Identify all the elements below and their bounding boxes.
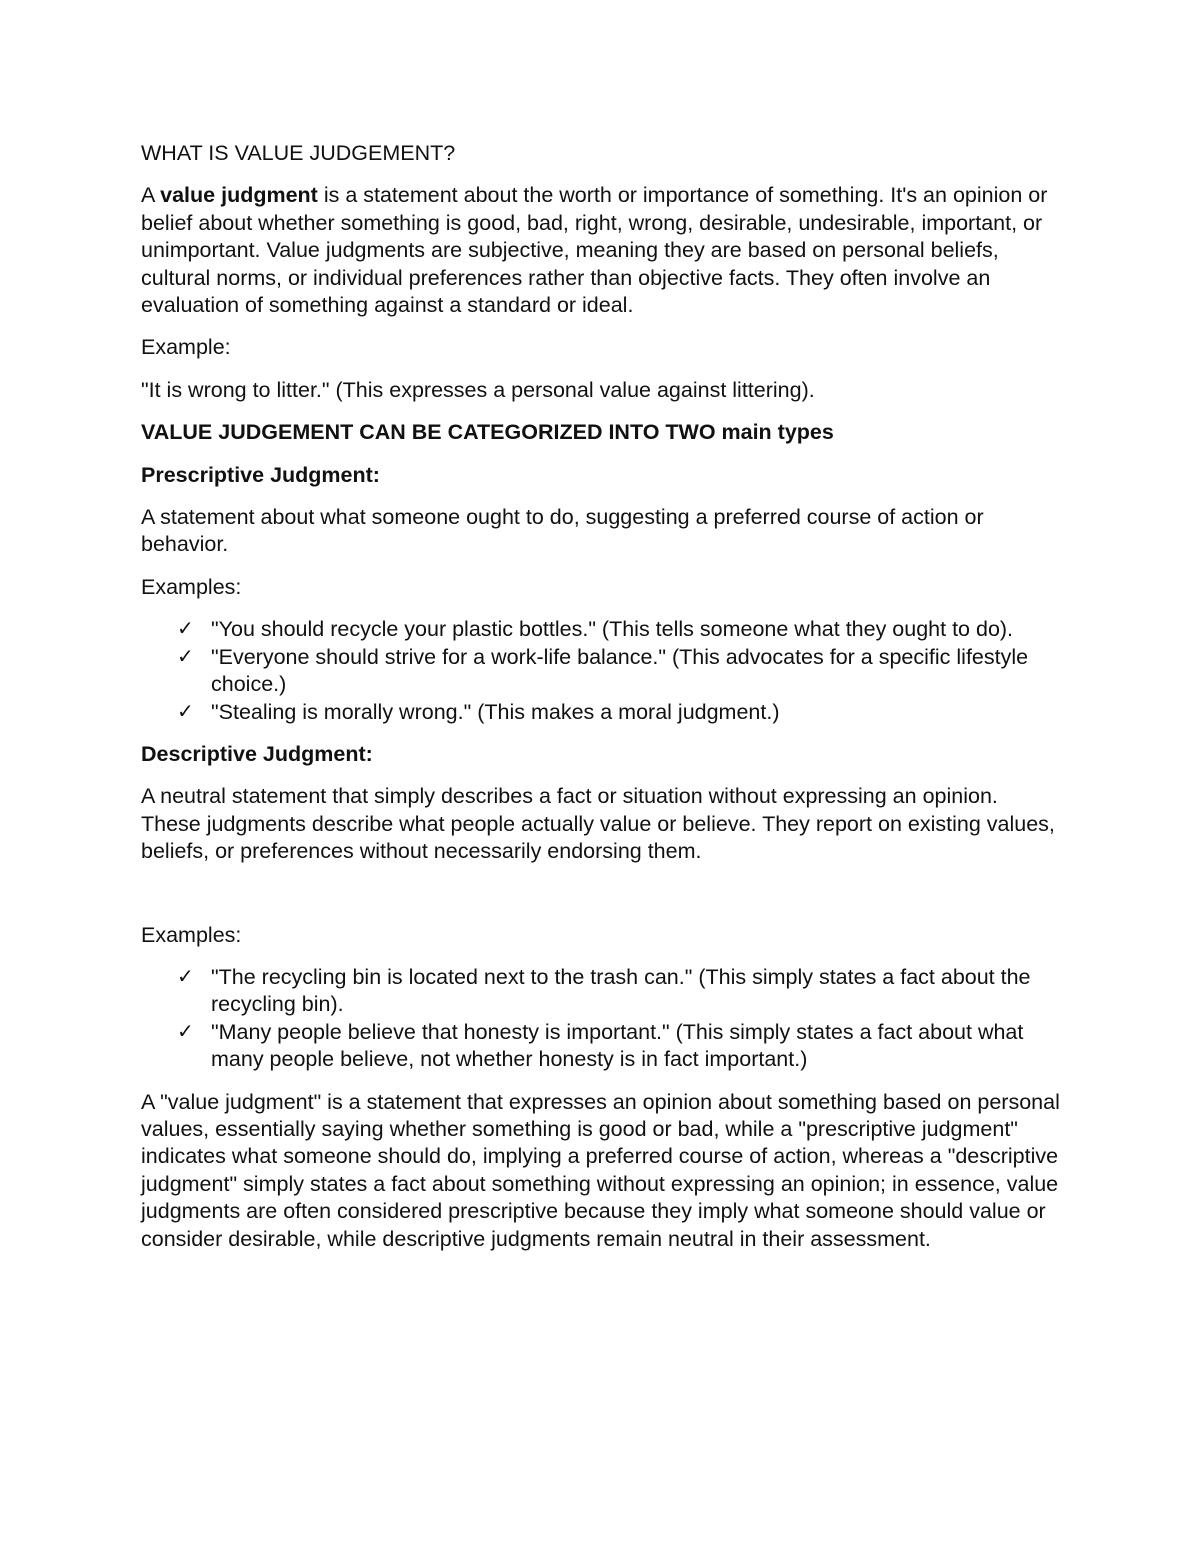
prescriptive-heading: Prescriptive Judgment: <box>141 462 380 487</box>
intro-lead: A <box>141 183 161 208</box>
document-page <box>141 140 1061 1268</box>
descriptive-heading: Descriptive Judgment: <box>141 741 373 766</box>
example-label: Example: <box>141 335 231 360</box>
prescriptive-definition: A statement about what someone ought to do, suggesting a preferred course of action or behavior. <box>141 505 984 557</box>
descriptive-definition: A neutral statement that simply describes a fact or situation without expressing an opinion. These judgments describe what people actually value or believe. They report on existing values, beliefs, or preferences without necessarily endorsing them. <box>141 784 1055 864</box>
list-item <box>141 699 1061 726</box>
check-icon: ✓ <box>177 700 194 723</box>
intro-paragraph <box>141 182 1061 319</box>
descriptive-examples-label: Examples: <box>141 922 242 947</box>
descriptive-examples-list <box>141 964 1061 1074</box>
check-icon: ✓ <box>177 965 194 988</box>
page-title: WHAT IS VALUE JUDGEMENT? <box>141 141 456 165</box>
categories-heading: VALUE JUDGEMENT CAN BE CATEGORIZED INTO TWO main types <box>141 420 834 445</box>
list-item <box>141 644 1061 699</box>
prescriptive-examples-list <box>141 616 1061 726</box>
list-item-text: "Stealing is morally wrong." (This makes a moral judgment.) <box>211 699 780 724</box>
check-icon: ✓ <box>177 618 194 641</box>
summary-paragraph: A "value judgment" is a statement that expresses an opinion about something based on personal values, essentially saying whether something is good or bad, while a "prescriptive judgment" indicates what someone should do, implying a preferred course of action, whereas a "descriptive judgment" simply states a fact about something without expressing an opinion; in essence, value judgments are often considered prescriptive because they imply what someone should value or consider desirable, while descriptive judgments remain neutral in their assessment. <box>141 1089 1060 1251</box>
example-text: "It is wrong to litter." (This expresses a personal value against littering). <box>141 377 815 402</box>
list-item-text: "Everyone should strive for a work-life balance." (This advocates for a specific lifestyle choice.) <box>211 644 1029 697</box>
check-icon: ✓ <box>177 1020 194 1043</box>
list-item <box>141 1019 1061 1074</box>
list-item <box>141 964 1061 1019</box>
check-icon: ✓ <box>177 645 194 668</box>
list-item-text: "You should recycle your plastic bottles." (This tells someone what they ought to do). <box>211 617 1014 642</box>
intro-term: value judgment <box>160 183 318 208</box>
list-item-text: "The recycling bin is located next to the trash can." (This simply states a fact about the recycling bin). <box>211 964 1031 1017</box>
list-item-text: "Many people believe that honesty is important." (This simply states a fact about what many people believe, not whether honesty is in fact important.) <box>211 1019 1024 1072</box>
intro-rest: is a statement about the worth or importance of something. It's an opinion or belief about whether something is good, bad, right, wrong, desirable, undesirable, important, or unimportant. Value judgments are subjective, meaning they are based on personal beliefs, cultural norms, or individual preferences rather than objective facts. They often involve an evaluation of something against a standard or ideal. <box>141 183 1048 318</box>
list-item <box>141 616 1061 643</box>
prescriptive-examples-label: Examples: <box>141 574 242 599</box>
